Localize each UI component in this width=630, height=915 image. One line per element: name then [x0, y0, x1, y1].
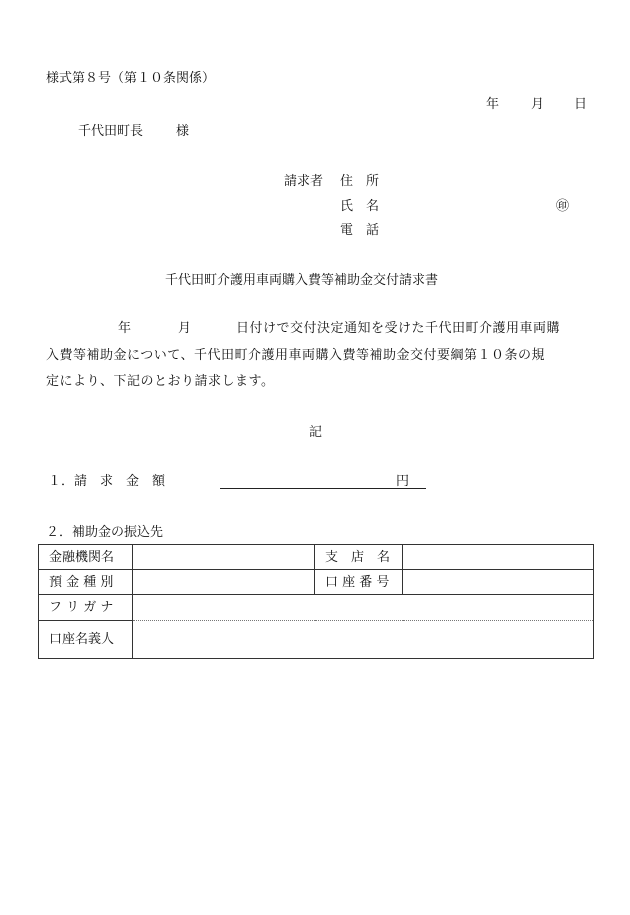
- ki-heading: 記: [309, 425, 323, 440]
- phone-label: 電 話: [340, 223, 380, 238]
- body-line2: 入費等補助金について、千代田町介護用車両購入費等補助金交付要綱第１０条の規: [46, 348, 545, 363]
- account-number-label: 口 座 番 号: [315, 570, 403, 595]
- name-label: 氏 名: [340, 199, 380, 214]
- addressee-suffix: 様: [176, 124, 190, 139]
- table-row: [39, 545, 594, 570]
- date-month-label: 月: [531, 97, 545, 112]
- body-month: 月: [178, 321, 192, 336]
- seal-icon: ㊞: [556, 199, 570, 214]
- requester-label: 請求者: [284, 174, 324, 189]
- account-holder-field[interactable]: [133, 621, 594, 659]
- deposit-type-label: 預 金 種 別: [39, 570, 133, 595]
- table-row: [39, 570, 594, 595]
- branch-label: 支 店 名: [315, 545, 403, 570]
- yen-unit: 円: [396, 474, 410, 489]
- claim-amount-label: １．請 求 金 額: [48, 474, 166, 489]
- furigana-label: フ リ ガ ナ: [39, 595, 133, 621]
- account-number-field[interactable]: [403, 570, 594, 595]
- document-title: 千代田町介護用車両購入費等補助金交付請求書: [165, 273, 439, 288]
- bank-account-table: [38, 544, 594, 659]
- body-line1: 日付けで交付決定通知を受けた千代田町介護用車両購: [236, 321, 561, 336]
- transfer-destination-label: ２．補助金の振込先: [46, 525, 164, 540]
- deposit-type-field[interactable]: [133, 570, 315, 595]
- furigana-field[interactable]: [133, 595, 594, 621]
- account-holder-label: 口座名義人: [39, 621, 133, 659]
- address-label: 住 所: [340, 174, 380, 189]
- date-day-label: 日: [574, 97, 588, 112]
- table-row: [39, 595, 594, 621]
- institution-field[interactable]: [133, 545, 315, 570]
- body-line3: 定により、下記のとおり請求します。: [46, 374, 275, 389]
- date-year-label: 年: [486, 97, 500, 112]
- branch-field[interactable]: [403, 545, 594, 570]
- table-row: [39, 621, 594, 659]
- form-number: 様式第８号（第１０条関係）: [46, 71, 216, 86]
- body-year: 年: [118, 321, 132, 336]
- addressee: 千代田町長: [78, 124, 144, 139]
- institution-label: 金融機関名: [39, 545, 133, 570]
